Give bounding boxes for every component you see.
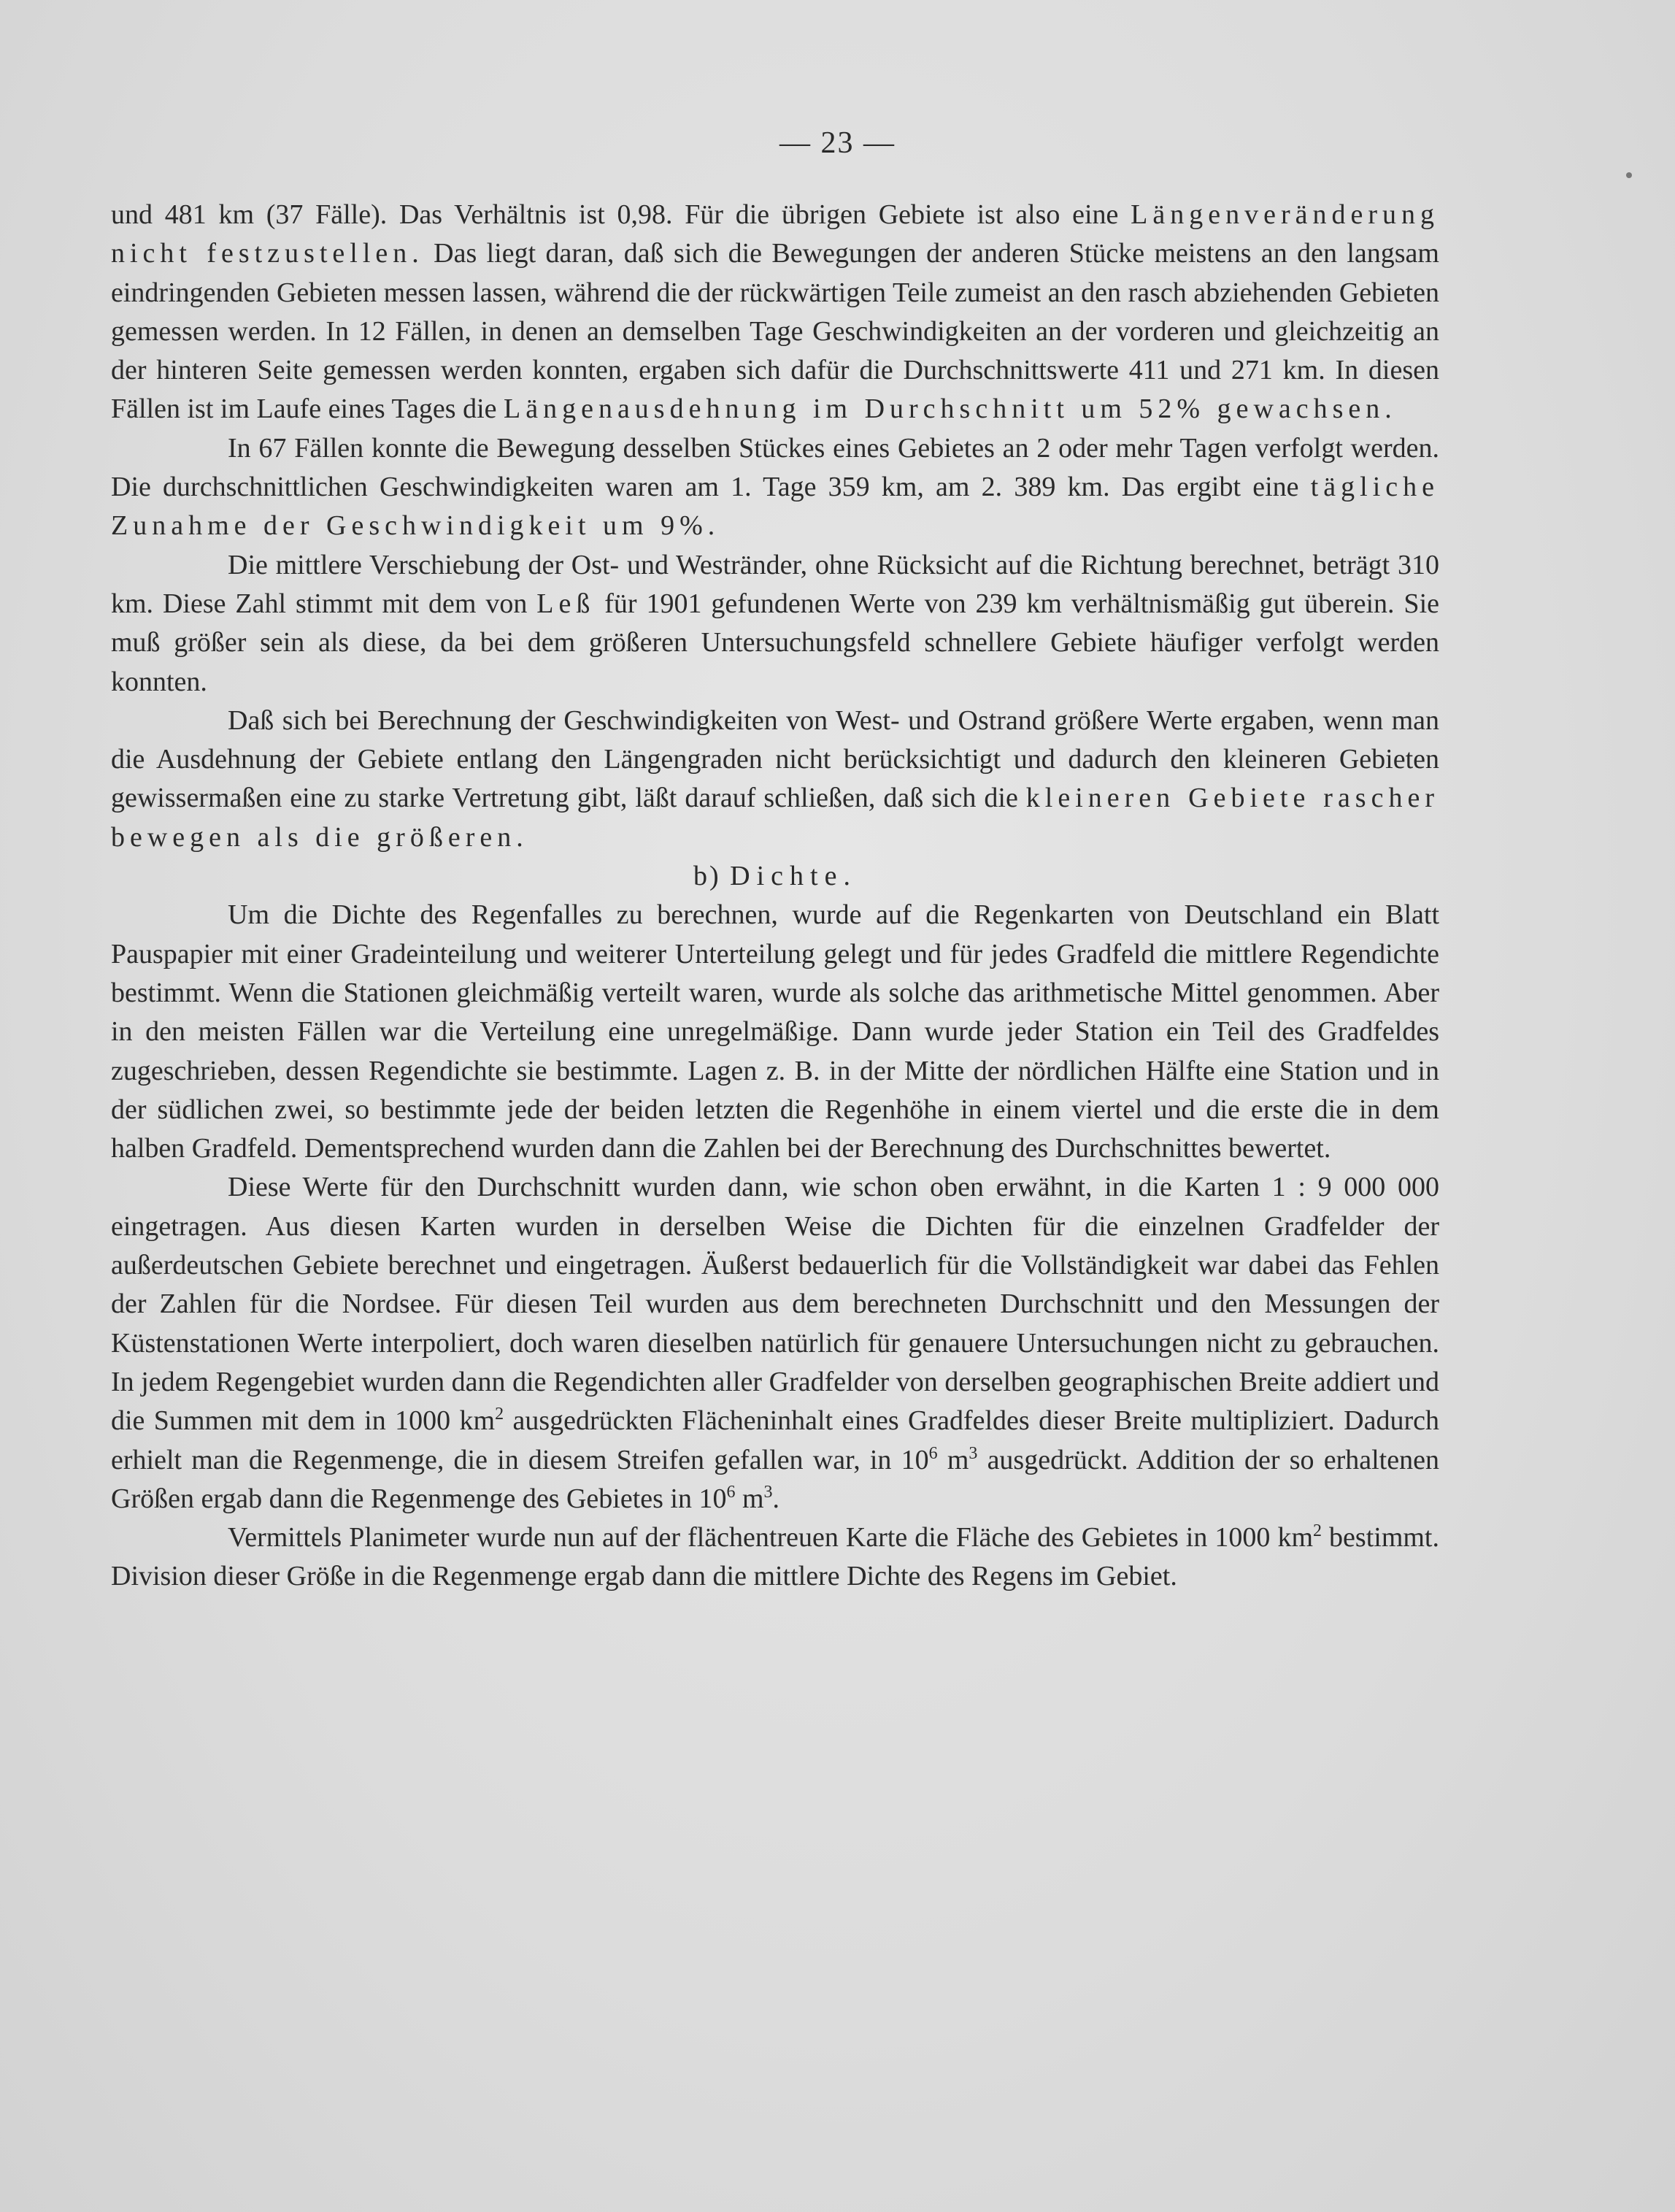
paper-speck bbox=[1626, 172, 1632, 178]
paragraph-edge-shift: Die mittlere Verschiebung der Ost- und Westränder, ohne Rücksicht auf die Richtung berechnet, beträgt 310 km. Diese Zahl stimmt mit dem von Leß für 1901 gefundenen Werte von 239 km verhältnismäßig gut überein. Sie muß größer sein als diese, da bei dem größeren Untersuchungsfeld schnellere Gebiete häufiger verfolgt werden konnten. bbox=[111, 549, 1439, 697]
paragraph-length-change: und 481 km (37 Fälle). Das Verhältnis ist 0,98. Für die übrigen Gebiete ist also eine Längenveränderung nicht festzustellen. Das liegt daran, daß sich die Bewegungen der anderen Stücke meistens an den langsam eindringenden Gebieten messen lassen, während die der rückwärtigen Teile zumeist an den rasch abziehenden Gebieten gemessen werden. In 12 Fällen, in denen an demselben Tage Geschwindigkeiten an der vorderen und gleichzeitig an der hinteren Seite gemessen werden konnten, ergaben sich dafür die Durchschnittswerte 411 und 271 km. In diesen Fällen ist im Laufe eines Tages die Längenausdehnung im Durchschnitt um 52% gewachsen. bbox=[111, 199, 1439, 425]
paragraph-daily-increase: In 67 Fällen konnte die Bewegung desselben Stückes eines Gebietes an 2 oder mehr Tagen verfolgt werden. Die durchschnittlichen Geschwindigkeiten waren am 1. Tage 359 km, am 2. 389 km. Das ergibt eine tägliche Zunahme der Geschwindigkeit um 9%. bbox=[111, 432, 1439, 542]
page-body bbox=[111, 196, 1439, 1597]
paragraph-density-maps: Diese Werte für den Durchschnitt wurden dann, wie schon oben erwähnt, in die Karten 1 : 9 000 000 eingetragen. Aus diesen Karten wurden in derselben Weise die Dichten für die einzelnen Gradfelder der außerdeutschen Gebiete berechnet und eingetragen. Äußerst bedauerlich für die Vollständigkeit war dabei das Fehlen der Zahlen für die Nordsee. Für diesen Teil wurden aus dem berechneten Durchschnitt und den Messungen der Küstenstationen Werte interpoliert, doch waren dieselben natürlich für genauere Untersuchungen nicht zu gebrauchen. In jedem Regengebiet wurden dann die Regendichten aller Gradfelder von derselben geographischen Breite addiert und die Summen mit dem in 1000 $km^2$ ausgedrückten Flächeninhalt eines Gradfeldes dieser Breite multipliziert. Dadurch erhielt man die Regenmenge, die in diesem Streifen gefallen war, in $10^6$ $m^3$ ausgedrückt. Addition der so erhaltenen Größen ergab dann die Regenmenge des Gebietes in $10^6$ $m^3$. bbox=[111, 1172, 1439, 1514]
emphasis-text: kleineren Gebiete rascher bewegen als die größeren. bbox=[111, 783, 1439, 853]
author-name: Leß bbox=[536, 588, 596, 619]
paragraph-density-method: Um die Dichte des Regenfalles zu berechnen, wurde auf die Regenkarten von Deutschland ein Blatt Pauspapier mit einer Gradeinteilung und weiterer Unterteilung gelegt und für jedes Gradfeld die mittlere Regendichte bestimmt. Wenn die Stationen gleichmäßig verteilt waren, wurde als solche das arithmetische Mittel genommen. Aber in den meisten Fällen war die Verteilung eine unregelmäßige. Dann wurde jeder Station ein Teil des Gradfeldes zugeschrieben, dessen Regendichte sie bestimmte. Lagen z. B. in der Mitte der nördlichen Hälfte eine Station und in der südlichen zwei, so bestimmte jede der beiden letzten die Regenhöhe in einem viertel und die erste die in dem halben Gradfeld. Dementsprechend wurden dann die Zahlen bei der Berechnung des Durchschnittes bewertet. bbox=[111, 899, 1439, 1164]
paragraph-small-areas: Daß sich bei Berechnung der Geschwindigkeiten von West- und Ostrand größere Werte ergaben, wenn man die Ausdehnung der Gebiete entlang den Längengraden nicht berücksichtigt und dadurch den kleineren Gebieten gewissermaßen eine zu starke Vertretung gibt, läßt darauf schließen, daß sich die kleineren Gebiete rascher bewegen als die größeren. bbox=[111, 704, 1439, 853]
page-number: — 23 — bbox=[779, 126, 896, 160]
section-heading-dichte: b) Dichte. bbox=[693, 861, 857, 892]
emphasis-text: Längenveränderung nicht festzustellen. bbox=[111, 199, 1439, 269]
paragraph-planimeter: Vermittels Planimeter wurde nun auf der flächentreuen Karte die Fläche des Gebietes in 1000 $km^2$ bestimmt. Division dieser Größe in die Regenmenge ergab dann die mittlere Dichte des Regens im Gebiet. bbox=[111, 1521, 1439, 1592]
emphasis-text: Längenausdehnung im Durchschnitt um 52% gewachsen. bbox=[504, 393, 1397, 425]
emphasis-text: tägliche Zunahme der Geschwindigkeit um 9%. bbox=[111, 472, 1439, 542]
